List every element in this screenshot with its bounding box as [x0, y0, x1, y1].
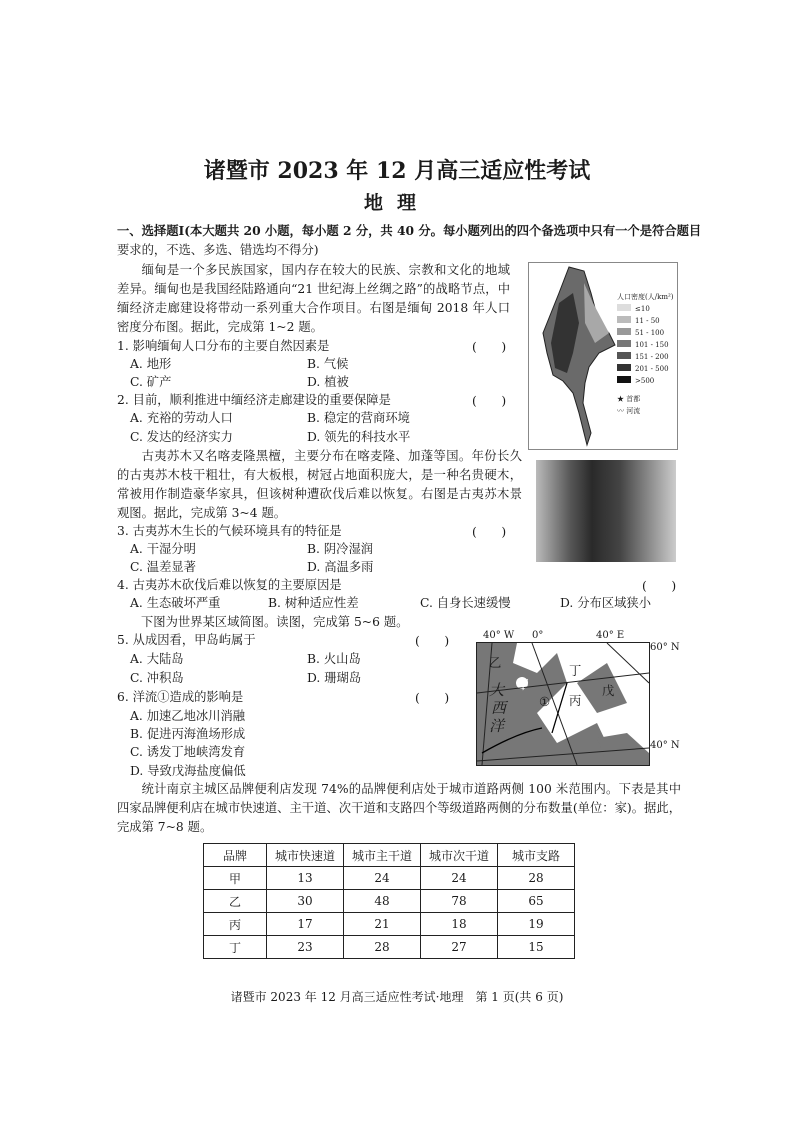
- table-row: [204, 890, 575, 913]
- subject-title: 地理: [363, 192, 430, 214]
- legend-capital: ★ 首都: [617, 395, 641, 403]
- header-cell: 城市次干道: [421, 844, 498, 867]
- section-header-line2: 要求的，不选、多选、错选均不得分): [117, 243, 319, 257]
- header-cell: 城市主干道: [344, 844, 421, 867]
- exam-title: 诸暨市 2023 年 12 月高三适应性考试: [203, 158, 591, 184]
- option: B. 气候: [307, 357, 349, 371]
- option: C. 自身长速缓慢: [420, 596, 511, 610]
- option: A. 加速乙地冰川消融: [130, 709, 246, 723]
- label-ocean: 大: [489, 681, 505, 699]
- option: D. 高温多雨: [307, 560, 374, 574]
- label-ocean: 洋: [489, 717, 505, 735]
- lon-label: 40° W: [483, 630, 515, 641]
- intro-map: 下图为世界某区域简图。读图，完成第 5~6 题。: [141, 615, 409, 629]
- option: B. 阴冷湿润: [307, 542, 374, 556]
- option: D. 珊瑚岛: [307, 671, 362, 685]
- cell: 17: [267, 913, 344, 936]
- star-icon: ★: [617, 395, 627, 403]
- cell: 丙: [204, 913, 267, 936]
- map-legend: [617, 291, 674, 417]
- legend-item: 51 - 100: [617, 327, 674, 339]
- option: A. 地形: [130, 357, 172, 371]
- answer-blank: ( ): [642, 579, 677, 593]
- label-wu: 戊: [602, 684, 615, 698]
- option: C. 矿产: [130, 375, 172, 389]
- option: A. 充裕的劳动人口: [130, 411, 233, 425]
- option: C. 发达的经济实力: [130, 430, 233, 444]
- answer-blank: ( ): [472, 340, 507, 354]
- question-4-stem: 4. 古夷苏木砍伐后难以恢复的主要原因是: [117, 578, 342, 592]
- cell: 15: [498, 936, 575, 959]
- question-5-stem: 5. 从成因看，甲岛屿属于: [117, 633, 256, 647]
- lat-label: 40° N: [650, 740, 680, 751]
- option: A. 生态破坏严重: [130, 596, 221, 610]
- legend-item: 201 - 500: [617, 363, 674, 375]
- cell: 27: [421, 936, 498, 959]
- legend-item: 151 - 200: [617, 351, 674, 363]
- cell: 13: [267, 867, 344, 890]
- cell: 19: [498, 913, 575, 936]
- option: C. 诱发丁地峡湾发育: [130, 745, 246, 759]
- cell: 甲: [204, 867, 267, 890]
- cell: 24: [421, 867, 498, 890]
- option: B. 树种适应性差: [268, 596, 359, 610]
- option: C. 温差显著: [130, 560, 196, 574]
- intro-myanmar: 缅甸是一个多民族国家，国内存在较大的民族、宗教和文化的地域差异。缅甸也是我国经陆路通向“21 世纪海上丝绸之路”的战略节点，中缅经济走廊建设将带动一系列重大合作项目。右图是缅甸 2018 年人口密度分布图。据此，完成第 1~2 题。: [117, 263, 510, 334]
- option: B. 稳定的营商环境: [307, 411, 410, 425]
- legend-title: 人口密度(人/km²): [617, 293, 674, 301]
- header-cell: 品牌: [204, 844, 267, 867]
- tree-landscape-photo: [536, 460, 676, 562]
- header-cell: 城市快速道: [267, 844, 344, 867]
- cell: 28: [344, 936, 421, 959]
- option: B. 火山岛: [307, 652, 361, 666]
- store-distribution-table: [203, 843, 575, 959]
- table-row: [204, 913, 575, 936]
- label-bing: 丙: [569, 694, 582, 708]
- page-footer: 诸暨市 2023 年 12 月高三适应性考试·地理 第 1 页(共 6 页): [230, 990, 564, 1004]
- option: A. 干湿分明: [130, 542, 196, 556]
- option: C. 冲积岛: [130, 671, 184, 685]
- option: D. 分布区域狭小: [560, 596, 652, 610]
- question-3-stem: 3. 古夷苏木生长的气候环境具有的特征是: [117, 524, 342, 538]
- lon-label: 40° E: [596, 630, 625, 641]
- cell: 24: [344, 867, 421, 890]
- option: A. 大陆岛: [130, 652, 184, 666]
- label-current-1: ①: [539, 695, 551, 709]
- section-header: [117, 221, 701, 239]
- europe-region-map: [476, 642, 650, 766]
- cell: 23: [267, 936, 344, 959]
- option: D. 导致戊海盐度偏低: [130, 764, 246, 778]
- option: D. 植被: [307, 375, 349, 389]
- legend-item: ≤10: [617, 303, 674, 315]
- legend-item: 11 - 50: [617, 315, 674, 327]
- answer-blank: ( ): [415, 691, 450, 705]
- cell: 65: [498, 890, 575, 913]
- answer-blank: ( ): [415, 634, 450, 648]
- label-yi: 乙: [489, 656, 502, 670]
- cell: 30: [267, 890, 344, 913]
- cell: 78: [421, 890, 498, 913]
- cell: 21: [344, 913, 421, 936]
- intro-tree: 古夷苏木又名喀麦隆黑檀，主要分布在喀麦隆、加蓬等国。年份长久的古夷苏木枝干粗壮，有大板根，树冠占地面积庞大，是一种名贵硬木，常被用作制造豪华家具，但该树种遭砍伐后难以恢复。右图是古夷苏木景观图。据此，完成第 3~4 题。: [117, 449, 522, 520]
- table-row: [204, 867, 575, 890]
- header-cell: 城市支路: [498, 844, 575, 867]
- answer-blank: ( ): [472, 394, 507, 408]
- option: D. 领先的科技水平: [307, 430, 411, 444]
- answer-blank: ( ): [472, 525, 507, 539]
- legend-item: 101 - 150: [617, 339, 674, 351]
- label-ding: 丁: [569, 664, 582, 678]
- label-ocean: 西: [491, 699, 507, 717]
- section-header-line1: 一、选择题Ⅰ(本大题共 20 小题，每小题 2 分，共 40 分。每小题列出的四个备选项中只有一个是符合题目: [117, 223, 702, 238]
- table-header-row: [204, 844, 575, 867]
- option: B. 促进丙海渔场形成: [130, 727, 246, 741]
- legend-river: 〰 河流: [617, 407, 641, 415]
- question-6-stem: 6. 洋流①造成的影响是: [117, 690, 244, 704]
- legend-item: >500: [617, 375, 674, 387]
- cell: 乙: [204, 890, 267, 913]
- table-row: [204, 936, 575, 959]
- question-1-stem: 1. 影响缅甸人口分布的主要自然因素是: [117, 339, 330, 353]
- cell: 48: [344, 890, 421, 913]
- intro-stores: 统计南京主城区品牌便利店发现 74%的品牌便利店处于城市道路两侧 100 米范围内。下表是其中四家品牌便利店在城市快速道、主干道、次干道和支路四个等级道路两侧的分布数量(单位：家)。据此，完成第 7~8 题。: [117, 782, 681, 834]
- cell: 丁: [204, 936, 267, 959]
- label-jia: 甲: [517, 678, 530, 692]
- cell: 18: [421, 913, 498, 936]
- river-icon: 〰: [617, 407, 627, 415]
- myanmar-population-map: [528, 262, 678, 450]
- cell: 28: [498, 867, 575, 890]
- myanmar-map-shape: [529, 263, 619, 449]
- lat-label: 60° N: [650, 642, 680, 653]
- lon-label: 0°: [532, 630, 544, 641]
- question-2-stem: 2. 目前，顺利推进中缅经济走廊建设的重要保障是: [117, 393, 391, 407]
